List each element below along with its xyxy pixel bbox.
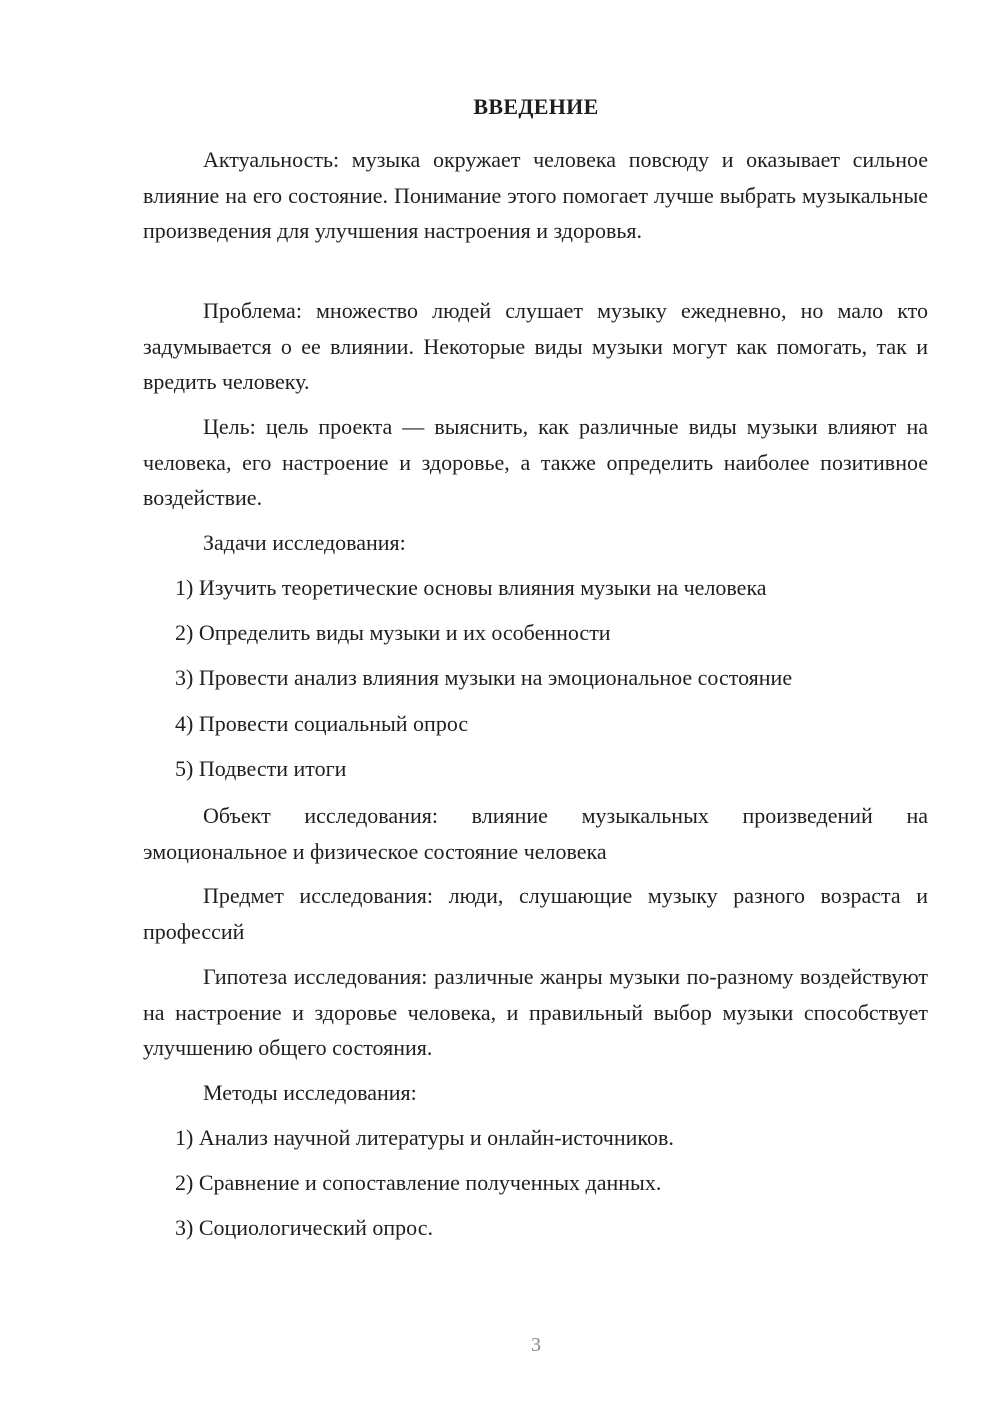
- method-item-3: 3) Социологический опрос.: [175, 1215, 433, 1240]
- page-number: 3: [531, 1334, 541, 1356]
- paragraph-object: Объект исследования: влияние музыкальных произведений на эмоциональное и физическое состояние человека: [143, 803, 928, 864]
- task-item-1: 1) Изучить теоретические основы влияния музыки на человека: [175, 575, 767, 600]
- paragraph-relevance: Актуальность: музыка окружает человека повсюду и оказывает сильное влияние на его состояние. Понимание этого помогает лучше выбрать музыкальные произведения для улучшения настроения и здоровья.: [143, 147, 928, 243]
- task-item-3: 3) Провести анализ влияния музыки на эмоциональное состояние: [175, 665, 793, 690]
- method-item-2: 2) Сравнение и сопоставление полученных данных.: [175, 1170, 662, 1195]
- method-item-1: 1) Анализ научной литературы и онлайн-источников.: [175, 1125, 674, 1150]
- methods-title: Методы исследования:: [203, 1080, 417, 1105]
- paragraph-problem: Проблема: множество людей слушает музыку ежедневно, но мало кто задумывается о ее влиянии. Некоторые виды музыки могут как помогать, так и вредить человеку.: [143, 298, 928, 394]
- task-item-4: 4) Провести социальный опрос: [175, 711, 469, 736]
- paragraph-subject: Предмет исследования: люди, слушающие музыку разного возраста и профессий: [143, 883, 928, 944]
- task-item-2: 2) Определить виды музыки и их особенности: [175, 620, 611, 645]
- section-heading: ВВЕДЕНИЕ: [473, 94, 599, 119]
- paragraph-goal: Цель: цель проекта — выяснить, как различные виды музыки влияют на человека, его настроение и здоровье, а также определить наиболее позитивное воздействие.: [143, 414, 928, 510]
- paragraph-hypothesis: Гипотеза исследования: различные жанры музыки по-разному воздействуют на настроение и здоровье человека, и правильный выбор музыки способствует улучшению общего состояния.: [143, 964, 928, 1060]
- task-item-5: 5) Подвести итоги: [175, 756, 347, 781]
- tasks-title: Задачи исследования:: [203, 530, 406, 555]
